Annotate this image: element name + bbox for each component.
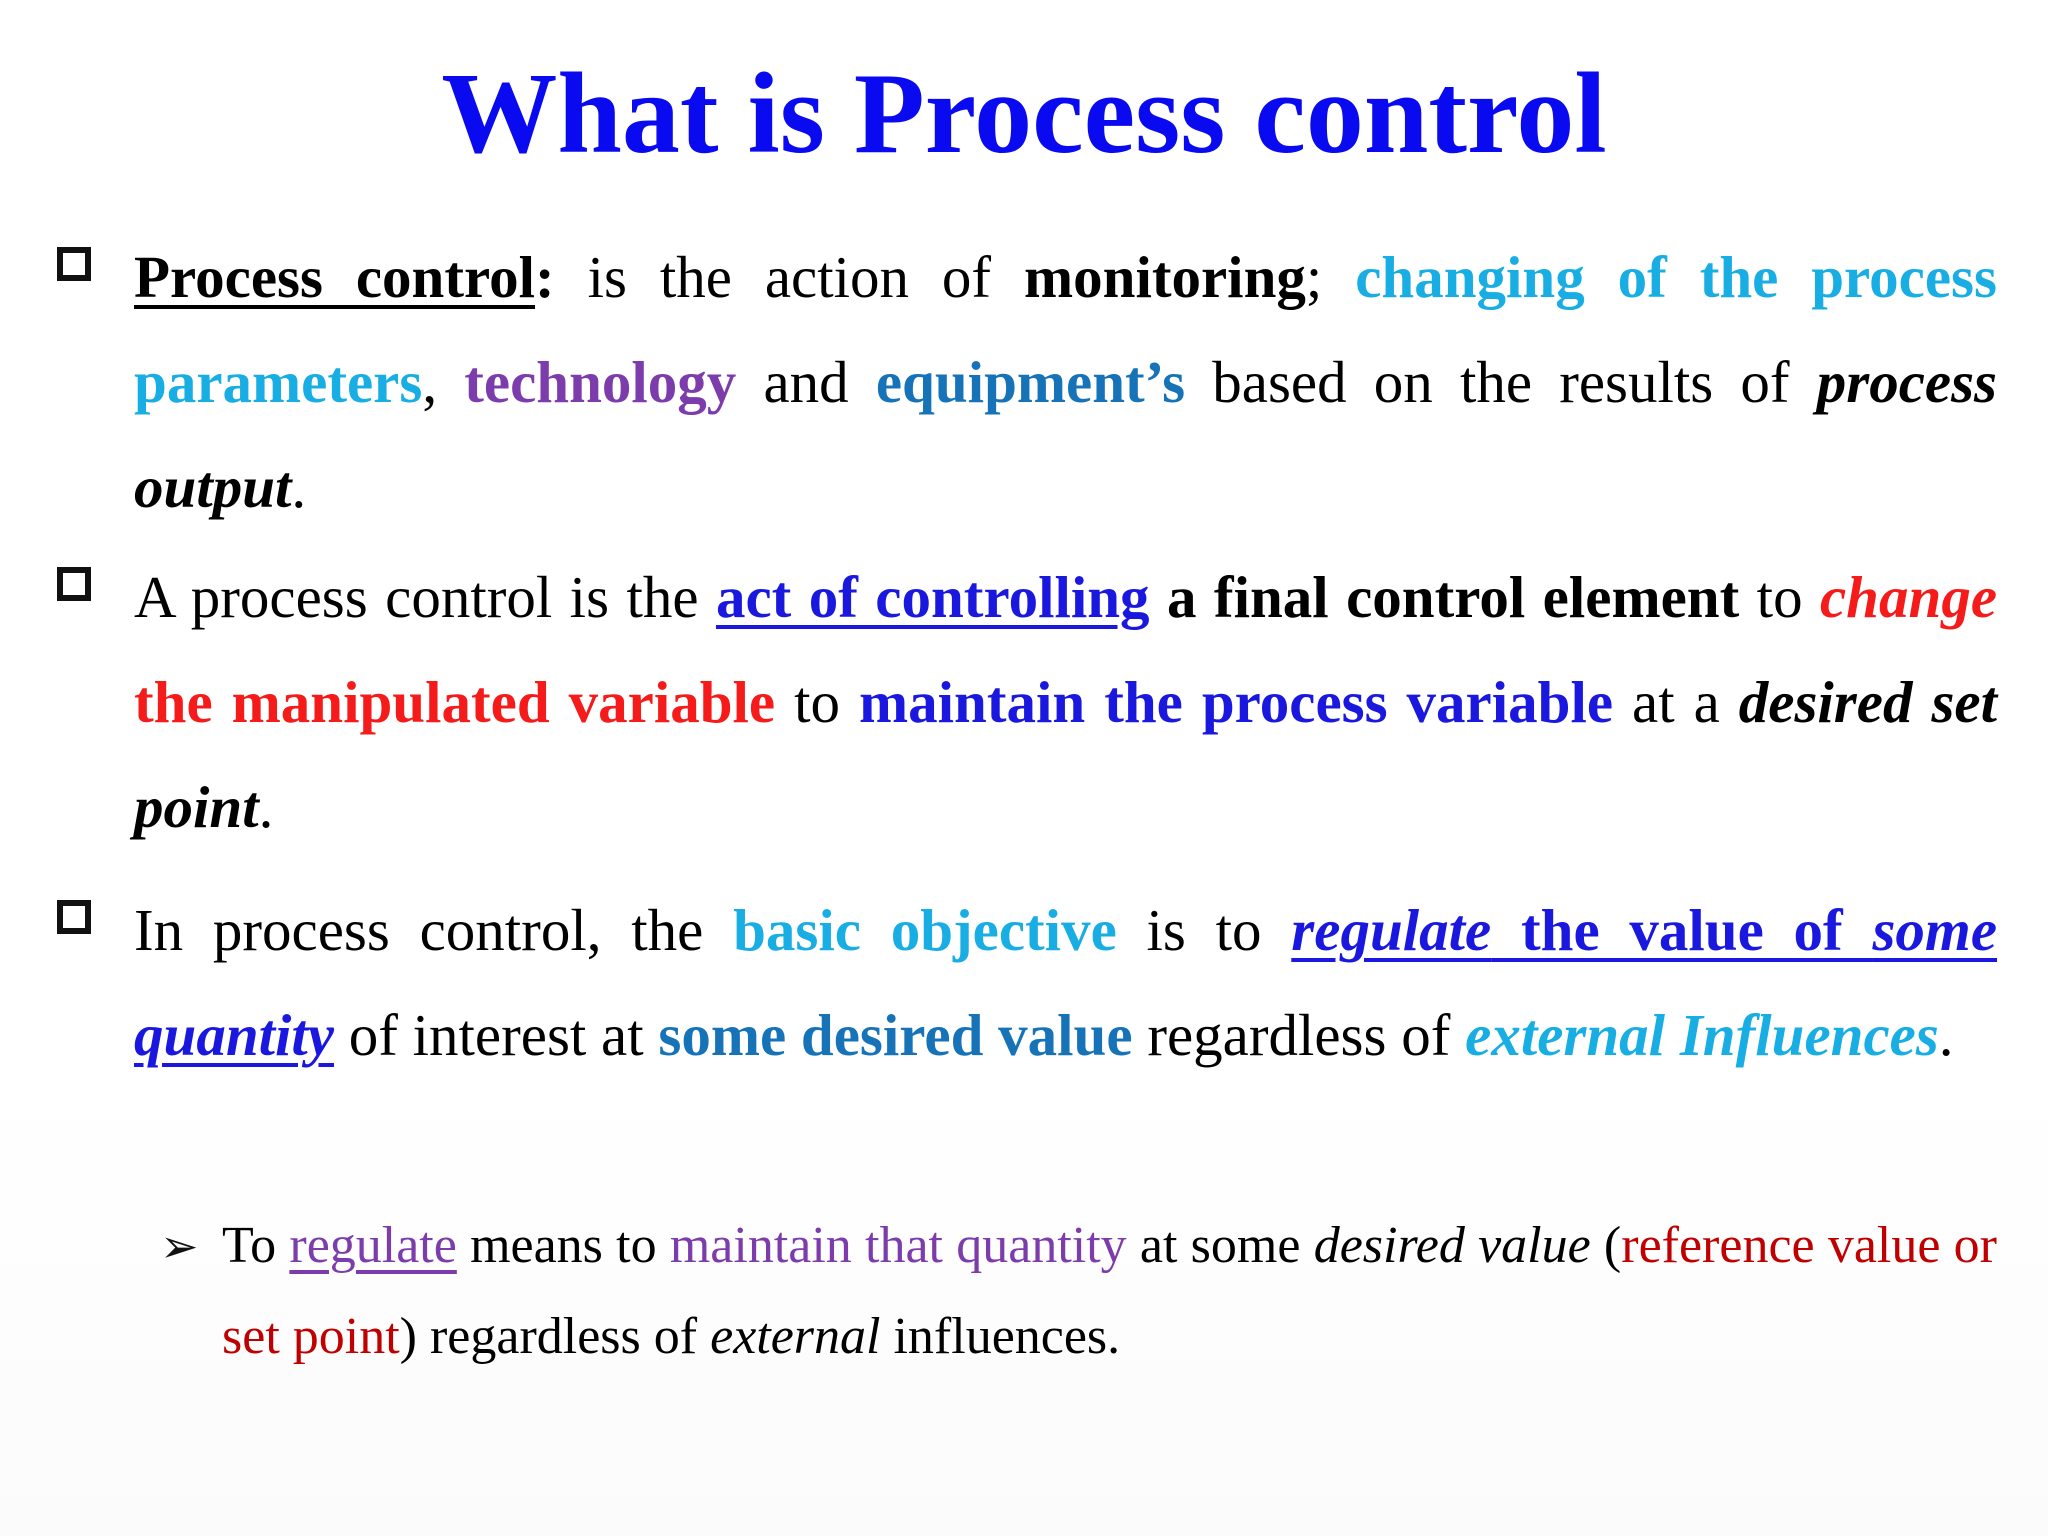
text-segment: of interest at xyxy=(334,1002,659,1068)
text-segment: . xyxy=(291,454,307,520)
text-segment: regulate xyxy=(289,1217,457,1274)
text-segment: In process control, the xyxy=(134,897,734,963)
text-segment: ; xyxy=(1305,244,1356,310)
hollow-square-icon xyxy=(57,247,91,281)
text-segment: means to xyxy=(456,1217,670,1274)
text-segment: basic objective xyxy=(733,897,1117,963)
text-segment: act of controlling xyxy=(715,564,1150,630)
text-segment: based on the results of xyxy=(1185,349,1817,415)
text-segment: a final control element xyxy=(1167,564,1740,630)
text-segment: : xyxy=(535,244,555,310)
term-process-control: Process control xyxy=(134,244,536,310)
text-segment: at some xyxy=(1126,1217,1314,1274)
text-segment: influences. xyxy=(880,1308,1121,1365)
text-segment: regardless of xyxy=(1132,1002,1466,1068)
text-segment: the value of xyxy=(1491,897,1873,963)
text-segment: desired value xyxy=(1313,1217,1591,1274)
bullet-item-process-control xyxy=(57,225,1997,540)
text-segment: the manipulated variable xyxy=(134,669,776,735)
hollow-square-icon xyxy=(57,900,91,934)
hollow-square-icon xyxy=(57,567,91,601)
text-segment: technology xyxy=(464,349,737,415)
sub-bullet-item-regulate xyxy=(160,1200,1997,1382)
text-segment: maintain that quantity xyxy=(669,1217,1127,1274)
text-segment: ) regardless of xyxy=(399,1308,711,1365)
text-segment: To xyxy=(222,1217,290,1274)
text-segment: . xyxy=(258,774,274,840)
text-segment: and xyxy=(736,349,876,415)
text-segment: external Influences xyxy=(1465,1002,1939,1068)
text-segment xyxy=(1150,564,1167,630)
text-segment: regulate xyxy=(1291,897,1492,963)
text-segment: maintain the process variable xyxy=(859,669,1614,735)
text-segment: some quantity xyxy=(134,897,1998,1068)
text-segment: is to xyxy=(1116,897,1292,963)
text-segment: is the action of xyxy=(554,244,1024,310)
text-segment: at a xyxy=(1613,669,1739,735)
text-segment: to xyxy=(1739,564,1820,630)
text-segment: , xyxy=(422,349,465,415)
sub-bullet-text xyxy=(222,1200,1997,1382)
text-segment: change xyxy=(1820,564,1997,630)
bullet-item-act-of-controlling xyxy=(57,545,1997,860)
text-segment: A process control is the xyxy=(134,564,716,630)
text-segment: reference value or set point xyxy=(222,1217,1997,1365)
text-segment: monitoring xyxy=(1023,244,1306,310)
arrow-head-icon: ➢ xyxy=(160,1219,199,1273)
text-segment: ( xyxy=(1590,1217,1622,1274)
text-segment: to xyxy=(775,669,859,735)
text-segment: desired set point xyxy=(134,669,1997,840)
text-segment: process output xyxy=(134,349,1998,520)
text-segment: . xyxy=(1938,1002,1954,1068)
text-segment: external xyxy=(710,1308,881,1365)
bullet-text xyxy=(134,878,1997,1088)
bullet-text xyxy=(134,225,1997,540)
text-segment: some desired value xyxy=(658,1002,1133,1068)
text-segment: changing of the process parameters xyxy=(134,244,1997,415)
text-segment: equipment’s xyxy=(875,349,1186,415)
bullet-text xyxy=(134,545,1997,860)
slide-title: What is Process control xyxy=(441,50,1607,178)
bullet-item-basic-objective xyxy=(57,878,1997,1088)
